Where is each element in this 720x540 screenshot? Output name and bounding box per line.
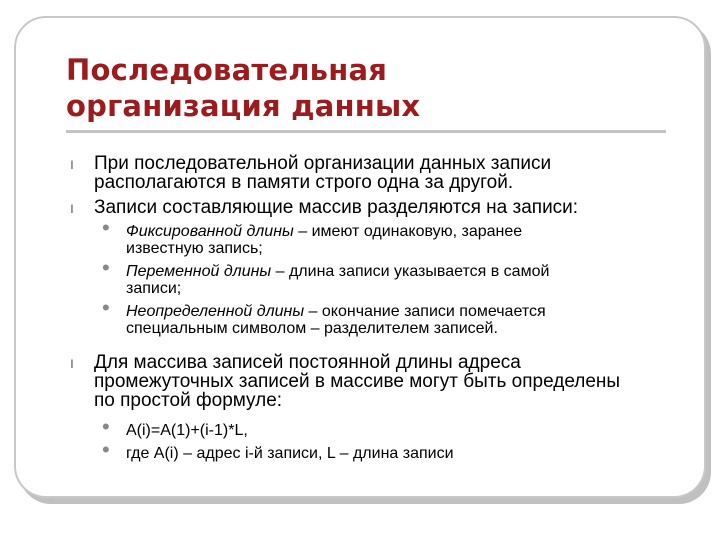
sub-item-text-line-2: записи; [126,280,182,297]
bullet-icon: l [70,357,74,371]
sub-bullet-icon: • [102,295,110,320]
sub-item-variable [66,255,666,297]
bullet-1-line-1: При последовательной организации данных записи [94,153,552,174]
sub-item-text: – имеют одинаковую, заранее [293,223,523,240]
bullet-3-line-1: Для массива записей постоянной длины адреса [94,352,521,373]
title-line-1: Последовательная [66,53,388,87]
sub-item-term: Неопределенной длины [126,303,305,320]
title-divider [66,130,666,133]
bullet-item-2 [66,198,666,217]
bullet-icon: l [70,202,74,216]
slide-title [66,52,666,124]
sub-item-fixed [66,215,666,257]
sub-item-formula [66,414,666,439]
title-line-2: организация данных [66,89,421,123]
bullet-icon: l [70,158,74,172]
formula-text: A(i)=A(1)+(i-1)*L, [126,422,248,439]
sub-item-text-line-2: известную запись; [126,240,263,257]
formula-legend-text: где A(i) – адрес i-й записи, L – длина записи [126,445,454,462]
bullet-item-3 [66,353,666,410]
sub-bullet-icon: • [102,437,110,462]
sub-item-term: Фиксированной длины [126,223,294,240]
bullet-1-line-2: располагаются в памяти строго одна за другой. [94,172,514,193]
sub-bullet-icon: • [102,255,110,280]
bullet-3-line-3: по простой формуле: [94,390,283,411]
sub-bullet-icon: • [102,414,110,439]
sub-item-text: – длина записи указывается в самой [271,263,550,280]
bullet-2-line-1: Записи составляющие массив разделяются на записи: [94,197,579,218]
sub-item-formula-legend [66,437,666,462]
bullet-3-line-2: промежуточных записей в массиве могут быть определены [94,371,621,392]
sub-item-text-line-2: специальным символом – разделителем записей. [126,320,498,337]
sub-item-text: – окончание записи помечается [304,303,546,320]
sub-bullet-icon: • [102,215,110,240]
slide-content [66,154,666,462]
bullet-item-1 [66,154,666,192]
sub-item-undefined [66,295,666,337]
sub-item-term: Переменной длины [126,263,272,280]
